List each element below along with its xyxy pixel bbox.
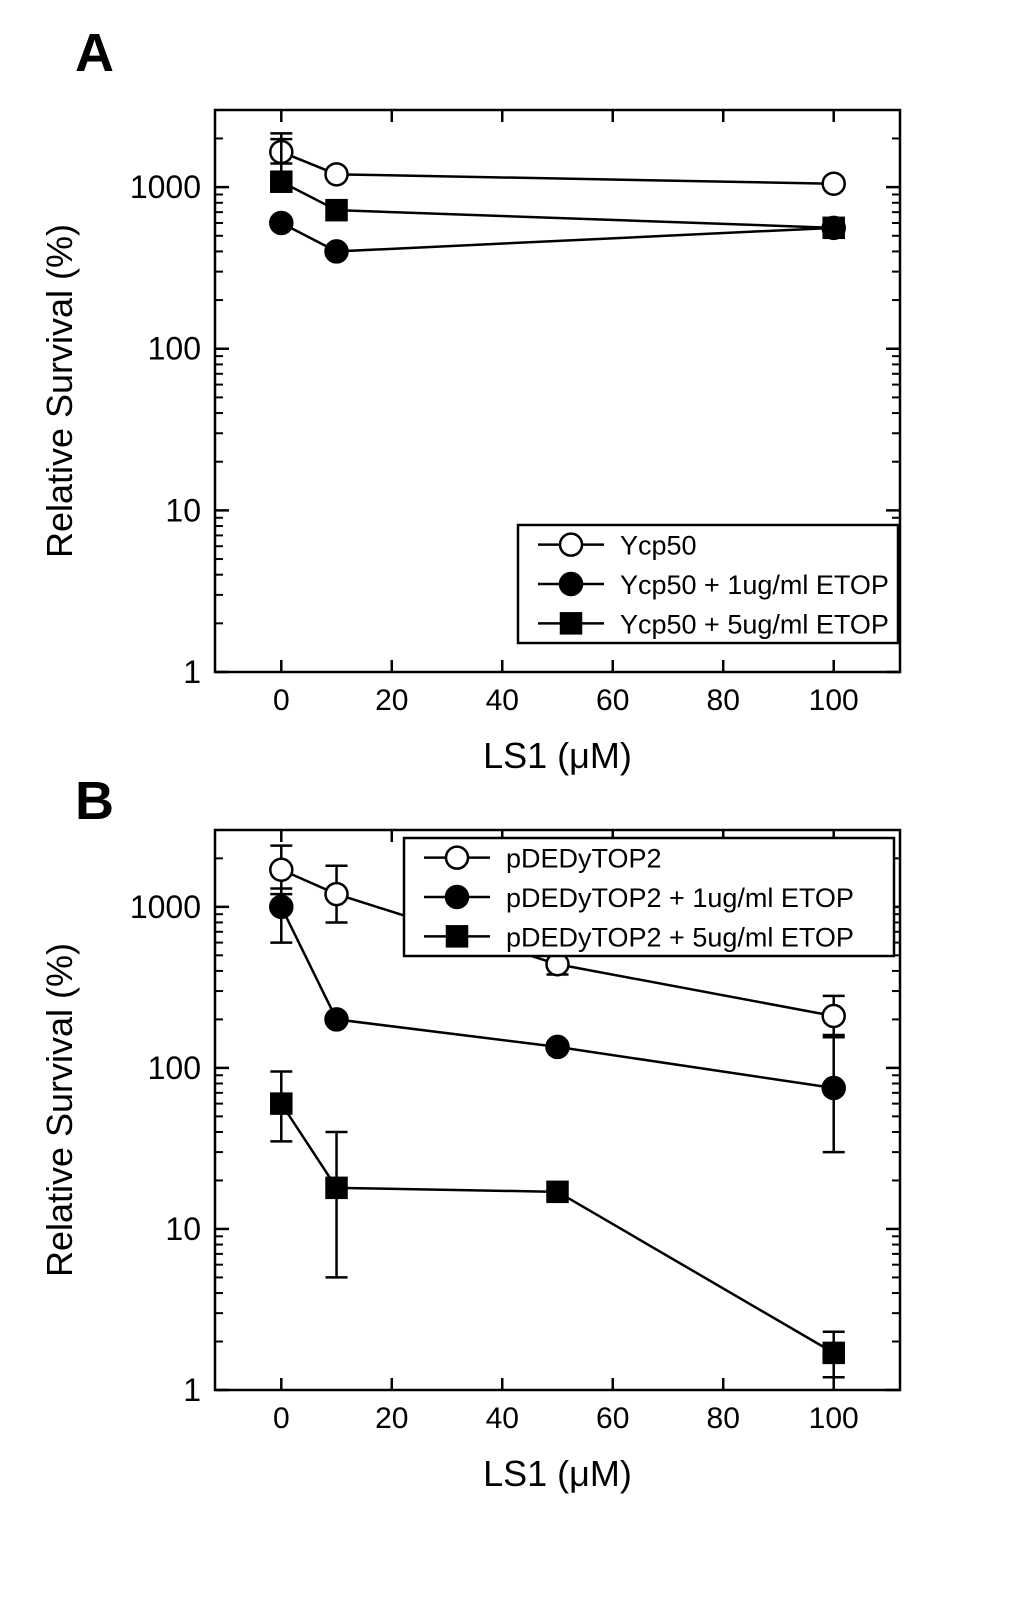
- data-point-marker: [326, 240, 348, 262]
- panel-a: [0, 0, 1020, 800]
- data-point-marker: [824, 218, 844, 238]
- data-point-marker: [327, 200, 347, 220]
- x-tick-label: 20: [375, 684, 409, 717]
- x-tick-label: 100: [808, 1402, 859, 1435]
- series-line: [281, 182, 833, 228]
- panel-b-plot: [0, 790, 1020, 1610]
- y-axis-label: Relative Survival (%): [39, 942, 80, 1278]
- data-point-marker: [270, 859, 292, 881]
- panel-a-letter: A: [75, 23, 114, 83]
- x-axis-label: LS1 (μM): [483, 735, 632, 776]
- x-tick-label: 60: [596, 1402, 630, 1435]
- x-tick-label: 40: [485, 684, 519, 717]
- y-tick-label: 1000: [129, 888, 201, 925]
- y-tick-label: 10: [165, 1210, 201, 1247]
- panel-b-letter: B: [75, 771, 114, 831]
- data-point-marker: [327, 1178, 347, 1198]
- x-tick-label: 40: [485, 1402, 519, 1435]
- y-tick-label: 1: [183, 1372, 201, 1408]
- series-line: [281, 152, 833, 184]
- x-tick-label: 80: [706, 1402, 740, 1435]
- x-tick-label: 20: [375, 1402, 409, 1435]
- data-point-marker: [823, 1005, 845, 1027]
- data-point-marker: [270, 896, 292, 918]
- y-tick-label: 1000: [129, 169, 201, 206]
- panel-b: [0, 771, 1020, 1610]
- y-tick-label: 10: [165, 492, 201, 529]
- x-tick-label: 80: [706, 684, 740, 717]
- x-tick-label: 0: [272, 1402, 290, 1435]
- y-tick-label: 1: [183, 654, 201, 690]
- legend-label: Ycp50 + 5ug/ml ETOP: [620, 609, 889, 640]
- y-tick-label: 100: [147, 330, 201, 367]
- legend-label: pDEDyTOP2: [506, 843, 662, 874]
- data-point-marker: [547, 1036, 569, 1058]
- data-point-marker: [326, 163, 348, 185]
- legend-label: Ycp50 + 1ug/ml ETOP: [620, 570, 889, 600]
- x-axis-label: LS1 (μM): [483, 1453, 632, 1494]
- y-axis-label: Relative Survival (%): [39, 223, 80, 559]
- series-line: [281, 1104, 833, 1353]
- data-point-marker: [271, 1094, 291, 1114]
- panel-a-plot: [0, 0, 1020, 800]
- data-point-marker: [326, 883, 348, 905]
- data-point-marker: [326, 1008, 348, 1030]
- data-point-marker: [823, 173, 845, 195]
- y-tick-label: 100: [147, 1049, 201, 1086]
- legend-label: pDEDyTOP2 + 1ug/ml ETOP: [506, 883, 854, 913]
- data-point-marker: [548, 1182, 568, 1202]
- data-point-marker: [824, 1343, 844, 1363]
- data-point-marker: [271, 172, 291, 192]
- data-point-marker: [823, 1077, 845, 1099]
- legend-label: pDEDyTOP2 + 5ug/ml ETOP: [506, 922, 854, 953]
- x-tick-label: 60: [596, 684, 630, 717]
- legend-label: Ycp50: [620, 530, 697, 561]
- series-line: [281, 223, 833, 251]
- x-tick-label: 100: [808, 684, 859, 717]
- data-point-marker: [270, 212, 292, 234]
- x-tick-label: 0: [272, 684, 290, 717]
